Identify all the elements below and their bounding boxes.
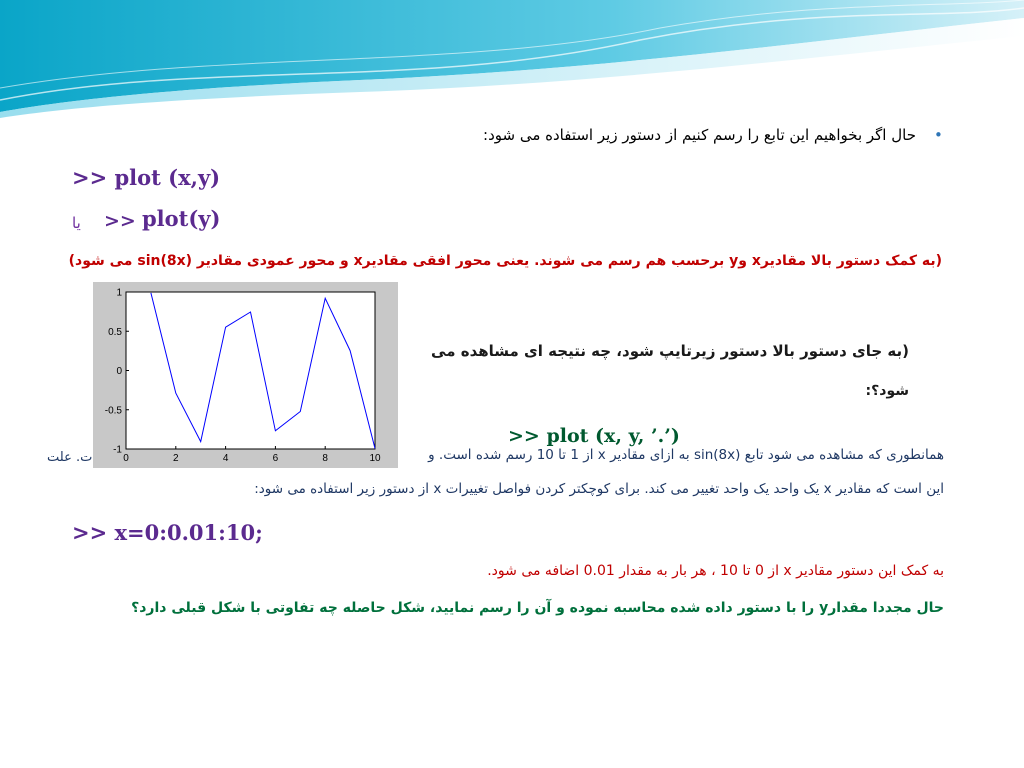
x-tick-label: 10: [369, 453, 381, 464]
red-text-2: به کمک این دستور مقادیر x از 0 تا 10 ، هر بار به مقدار 0.01 اضافه می شود.: [487, 563, 944, 579]
final-question: حال مجددا مقدارy را با دستور داده شده محاسبه نموده و آن را رسم نمایید، شکل حاصله چه تفاوتی با شکل قبلی دارد؟: [131, 600, 944, 616]
bullet-text: حال اگر بخواهیم این تابع را رسم کنیم از دستور زیر استفاده می شود:: [483, 126, 916, 144]
y-tick-label: 0: [116, 366, 122, 377]
x-tick-label: 8: [322, 453, 328, 464]
command-plot-xy: >> plot (x,y): [72, 165, 221, 190]
x-tick-label: 0: [123, 453, 129, 464]
command-prompt: >>: [104, 210, 136, 232]
question-line-2: شود؟:: [865, 383, 909, 399]
red-explanation: (به کمک دستور بالا مقادیرx وy برحسب هم رسم می شوند. یعنی محور افقی مقادیرx و محور عمودی مقادیر sin(8x) می شود): [68, 253, 942, 269]
y-tick-label: 1: [116, 287, 122, 299]
y-tick-label: -1: [113, 444, 122, 456]
blue-text-line-1-overflow: ت. علت: [47, 450, 93, 465]
question-line-1: (به جای دستور بالا دستور زیرتایپ شود، چه نتیجه ای مشاهده می: [431, 342, 909, 360]
command-plot-y: plot(y): [142, 206, 221, 231]
bullet-icon: •: [934, 126, 943, 144]
sin-plot: [93, 282, 398, 468]
plot-axes-area: [126, 292, 375, 449]
or-label: یا: [72, 214, 81, 232]
x-tick-label: 6: [272, 453, 279, 464]
x-tick-label: 4: [222, 453, 229, 464]
blue-text-line-1: همانطوری که مشاهده می شود تابع sin(8x) به ازای مقادیر x از 1 تا 10 رسم شده است. و: [428, 447, 944, 463]
x-tick-label: 2: [173, 453, 179, 464]
header-wave-decoration: [0, 0, 1024, 120]
command-range: >> x=0:0.01:10;: [72, 520, 263, 545]
plot-figure: [93, 282, 398, 468]
command-plot-dot: >> plot (x, y, ’.’): [508, 425, 680, 447]
blue-text-line-2: این است که مقادیر x یک واحد یک واحد تغییر می کند. برای کوچکتر کردن فواصل تغییرات x از دستور زیر استفاده می شود:: [254, 481, 944, 497]
y-tick-label: -0.5: [104, 405, 122, 417]
y-tick-label: 0.5: [108, 326, 122, 338]
